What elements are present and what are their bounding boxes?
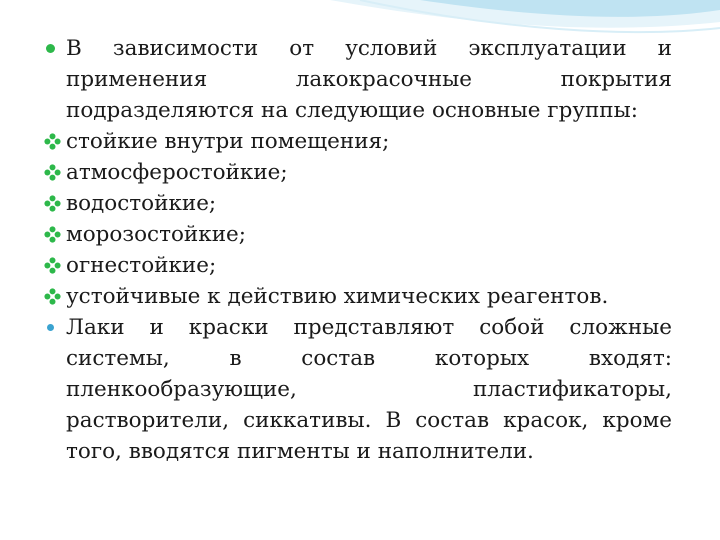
list-item-text: морозостойкие; [66, 222, 246, 247]
list-item-text: водостойкие; [66, 191, 217, 216]
list-item-text: Лаки и краски представляют собой сложные системы, в состав которых входят: пленкообразующие, пластификаторы, растворители, сиккативы. В состав красок, кроме того, вводятся пигменты и наполнители. [66, 315, 672, 464]
list-item-text: огнестойкие; [66, 253, 217, 278]
diamond-bullet-icon [44, 281, 62, 312]
diamond-bullet-icon [44, 126, 62, 157]
diamond-bullet-icon [44, 188, 62, 219]
list-item-group [44, 281, 672, 312]
list-item-text: стойкие внутри помещения; [66, 129, 390, 154]
list-item-text: В зависимости от условий эксплуатации и применения лакокрасочные покрытия подразделяются на следующие основные группы: [66, 36, 672, 123]
diamond-bullet-icon [44, 157, 62, 188]
diamond-bullet-icon [44, 250, 62, 281]
bullet-green-dot-icon [44, 33, 62, 64]
list-item-text: атмосферостойкие; [66, 160, 288, 185]
diamond-bullet-icon [44, 219, 62, 250]
list-item-group [44, 188, 672, 219]
slide-body [44, 33, 672, 467]
list-item-group [44, 250, 672, 281]
bullet-blue-dot-icon [44, 312, 62, 343]
list-item-intro [44, 33, 672, 126]
list-item-group [44, 157, 672, 188]
list-item-summary [44, 312, 672, 467]
list-item-group [44, 126, 672, 157]
list-item-group [44, 219, 672, 250]
list-item-text: устойчивые к действию химических реагентов. [66, 284, 609, 309]
